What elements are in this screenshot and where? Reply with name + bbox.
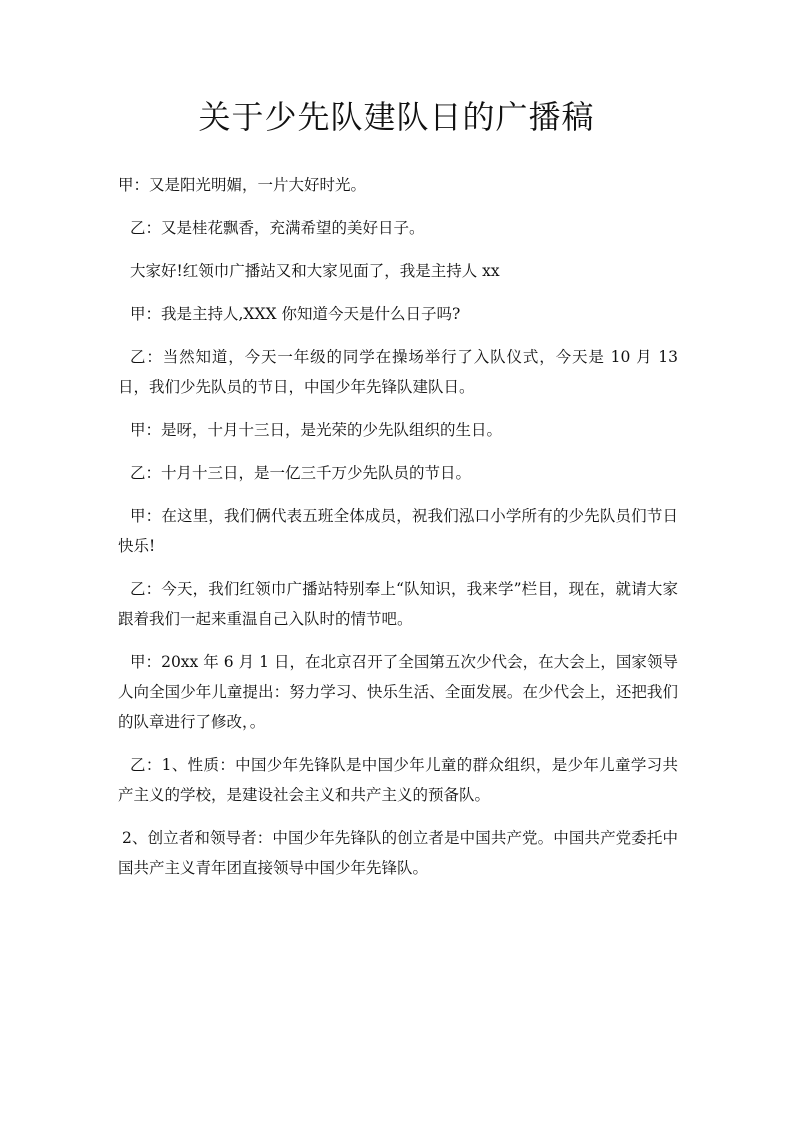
paragraph-11: 乙：1、性质：中国少年先锋队是中国少年儿童的群众组织，是少年儿童学习共产主义的学校，是建设社会主义和共产主义的预备队。 (118, 756, 678, 804)
paragraph-2: 乙：又是桂花飘香，充满希望的美好日子。 (130, 219, 425, 237)
paragraph-8: 甲：在这里，我们俩代表五班全体成员，祝我们泓口小学所有的少先队员们节日快乐! (118, 507, 678, 555)
paragraph-6: 甲：是呀，十月十三日，是光荣的少先队组织的生日。 (130, 421, 503, 439)
paragraph-1: 甲：又是阳光明媚，一片大好时光。 (118, 176, 367, 194)
paragraph-10: 甲：20xx 年 6 月 1 日，在北京召开了全国第五次少代会，在大会上，国家领导人向全国少年儿童提出：努力学习、快乐生活、全面发展。在少代会上，还把我们的队章进行了修改，。 (118, 653, 678, 731)
paragraph-3: 大家好!红领巾广播站又和大家见面了，我是主持人 xx (130, 262, 500, 280)
document-title: 关于少先队建队日的广播稿 (198, 98, 595, 136)
paragraph-7: 乙：十月十三日，是一亿三千万少先队员的节日。 (130, 464, 472, 482)
paragraph-5: 乙：当然知道，今天一年级的同学在操场举行了入队仪式，今天是 10 月 13 日，我们少先队员的节日，中国少年先锋队建队日。 (118, 348, 678, 396)
paragraph-4: 甲：我是主持人,XXX 你知道今天是什么日子吗? (130, 305, 461, 323)
paragraph-9: 乙：今天，我们红领巾广播站特别奉上“队知识，我来学”栏目，现在，就请大家跟着我们一起来重温自己入队时的情节吧。 (118, 580, 678, 628)
document-body (118, 170, 678, 896)
paragraph-12: 2、创立者和领导者：中国少年先锋队的创立者是中国共产党。中国共产党委托中国共产主义青年团直接领导中国少年先锋队。 (118, 829, 678, 877)
